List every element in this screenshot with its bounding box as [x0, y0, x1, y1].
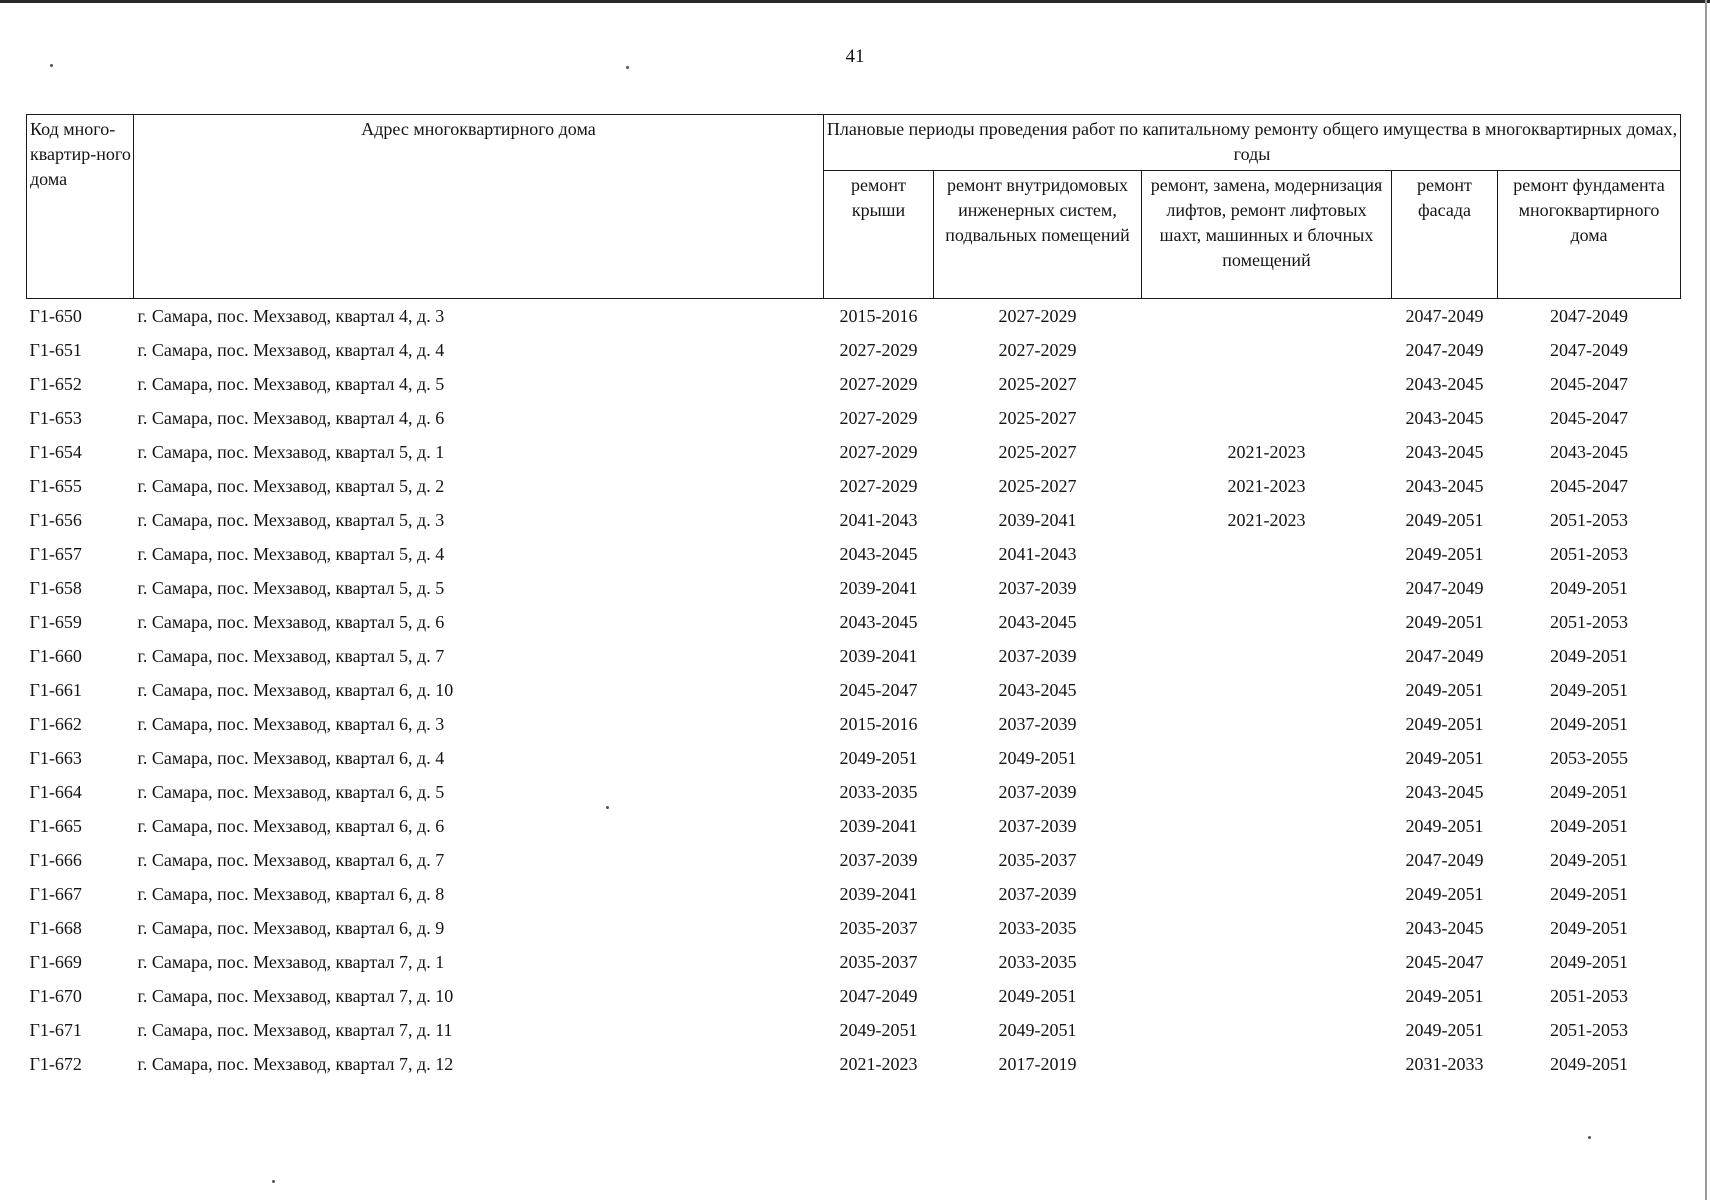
- cell-facade: 2047-2049: [1405, 646, 1484, 666]
- cell-systems: 2035-2037: [998, 850, 1077, 870]
- cell-systems: 2025-2027: [998, 442, 1077, 462]
- cell-address: г. Самара, пос. Мехзавод, квартал 4, д. 3: [137, 306, 445, 326]
- cell-roof: 2049-2051: [839, 748, 918, 768]
- cell-roof: 2047-2049: [839, 986, 918, 1006]
- cell-systems: 2027-2029: [998, 306, 1077, 326]
- cell-code: Г1-663: [29, 748, 82, 768]
- cell-address: г. Самара, пос. Мехзавод, квартал 4, д. 6: [137, 408, 445, 428]
- cell-foundation: 2053-2055: [1550, 748, 1628, 768]
- cell-code: Г1-652: [29, 374, 82, 394]
- cell-facade: 2043-2045: [1405, 918, 1484, 938]
- cell-foundation: 2047-2049: [1550, 340, 1628, 360]
- cell-roof: 2027-2029: [839, 408, 918, 428]
- cell-systems: 2033-2035: [998, 952, 1077, 972]
- table-row: [27, 911, 1681, 945]
- cell-lifts: [1142, 877, 1392, 911]
- cell-facade: 2049-2051: [1405, 612, 1484, 632]
- cell-foundation: 2049-2051: [1550, 646, 1628, 666]
- cell-facade: 2045-2047: [1405, 952, 1484, 972]
- cell-roof: 2037-2039: [839, 850, 918, 870]
- cell-lifts: [1142, 707, 1392, 741]
- cell-roof: 2027-2029: [839, 476, 918, 496]
- table-row: [27, 435, 1681, 469]
- cell-lifts: [1142, 367, 1392, 401]
- cell-lifts: [1142, 639, 1392, 673]
- cell-systems: 2049-2051: [998, 748, 1077, 768]
- table-row: [27, 877, 1681, 911]
- table-row: [27, 1047, 1681, 1081]
- cell-code: Г1-668: [29, 918, 82, 938]
- cell-roof: 2027-2029: [839, 442, 918, 462]
- cell-roof: 2039-2041: [839, 816, 918, 836]
- cell-code: Г1-661: [29, 680, 82, 700]
- cell-foundation: 2051-2053: [1550, 1020, 1628, 1040]
- table-row: [27, 367, 1681, 401]
- table-row: [27, 333, 1681, 367]
- cell-lifts: [1142, 843, 1392, 877]
- table-row: [27, 605, 1681, 639]
- cell-address: г. Самара, пос. Мехзавод, квартал 5, д. 7: [137, 646, 445, 666]
- cell-facade: 2043-2045: [1405, 782, 1484, 802]
- cell-facade: 2043-2045: [1405, 442, 1484, 462]
- right-scan-edge: [1705, 0, 1707, 1200]
- cell-lifts: 2021-2023: [1227, 510, 1306, 530]
- cell-foundation: 2051-2053: [1550, 612, 1628, 632]
- cell-foundation: 2049-2051: [1550, 714, 1628, 734]
- cell-lifts: [1142, 1047, 1392, 1081]
- scan-speck: [1588, 1136, 1591, 1139]
- cell-address: г. Самара, пос. Мехзавод, квартал 5, д. 2: [137, 476, 445, 496]
- cell-code: Г1-664: [29, 782, 82, 802]
- header-lifts: ремонт, замена, модернизация лифтов, ремонт лифтовых шахт, машинных и блочных помещений: [1142, 171, 1392, 299]
- cell-address: г. Самара, пос. Мехзавод, квартал 7, д. 11: [137, 1020, 453, 1040]
- cell-systems: 2017-2019: [998, 1054, 1077, 1074]
- cell-facade: 2049-2051: [1405, 1020, 1484, 1040]
- cell-roof: 2049-2051: [839, 1020, 918, 1040]
- header-address: Адрес многоквартирного дома: [134, 115, 824, 299]
- cell-systems: 2037-2039: [998, 578, 1077, 598]
- cell-code: Г1-667: [29, 884, 82, 904]
- cell-systems: 2025-2027: [998, 408, 1077, 428]
- cell-lifts: [1142, 299, 1392, 334]
- cell-lifts: [1142, 673, 1392, 707]
- cell-address: г. Самара, пос. Мехзавод, квартал 6, д. 9: [137, 918, 445, 938]
- cell-systems: 2025-2027: [998, 476, 1077, 496]
- cell-foundation: 2049-2051: [1550, 952, 1628, 972]
- cell-lifts: [1142, 945, 1392, 979]
- cell-roof: 2039-2041: [839, 578, 918, 598]
- table-row: [27, 469, 1681, 503]
- cell-facade: 2049-2051: [1405, 748, 1484, 768]
- cell-lifts: [1142, 809, 1392, 843]
- cell-address: г. Самара, пос. Мехзавод, квартал 6, д. 5: [137, 782, 445, 802]
- cell-address: г. Самара, пос. Мехзавод, квартал 5, д. 4: [137, 544, 445, 564]
- table-body: [27, 299, 1681, 1082]
- cell-code: Г1-669: [29, 952, 82, 972]
- cell-systems: 2037-2039: [998, 714, 1077, 734]
- cell-systems: 2025-2027: [998, 374, 1077, 394]
- table-row: [27, 707, 1681, 741]
- header-periods: Плановые периоды проведения работ по капитальному ремонту общего имущества в многоквартирных домах, годы: [824, 115, 1681, 171]
- cell-foundation: 2047-2049: [1550, 306, 1628, 326]
- cell-systems: 2033-2035: [998, 918, 1077, 938]
- header-systems: ремонт внутридомовых инженерных систем, подвальных помещений: [934, 171, 1142, 299]
- table-row: [27, 299, 1681, 334]
- cell-facade: 2049-2051: [1405, 510, 1484, 530]
- cell-address: г. Самара, пос. Мехзавод, квартал 5, д. 3: [137, 510, 445, 530]
- cell-systems: 2037-2039: [998, 884, 1077, 904]
- cell-address: г. Самара, пос. Мехзавод, квартал 6, д. 4: [137, 748, 445, 768]
- cell-lifts: [1142, 979, 1392, 1013]
- cell-foundation: 2051-2053: [1550, 544, 1628, 564]
- cell-foundation: 2051-2053: [1550, 510, 1628, 530]
- cell-code: Г1-651: [29, 340, 82, 360]
- cell-address: г. Самара, пос. Мехзавод, квартал 6, д. 10: [137, 680, 454, 700]
- table-row: [27, 571, 1681, 605]
- cell-foundation: 2049-2051: [1550, 816, 1628, 836]
- cell-systems: 2037-2039: [998, 646, 1077, 666]
- cell-lifts: 2021-2023: [1227, 442, 1306, 462]
- cell-code: Г1-666: [29, 850, 82, 870]
- cell-systems: 2041-2043: [998, 544, 1077, 564]
- top-border-line: [0, 0, 1710, 3]
- cell-facade: 2031-2033: [1405, 1054, 1484, 1074]
- cell-foundation: 2043-2045: [1550, 442, 1628, 462]
- table-row: [27, 503, 1681, 537]
- cell-address: г. Самара, пос. Мехзавод, квартал 6, д. 3: [137, 714, 445, 734]
- table-row: [27, 741, 1681, 775]
- cell-code: Г1-671: [29, 1020, 82, 1040]
- table-row: [27, 639, 1681, 673]
- scan-speck: [272, 1180, 275, 1183]
- cell-facade: 2047-2049: [1405, 850, 1484, 870]
- cell-facade: 2049-2051: [1405, 714, 1484, 734]
- cell-roof: 2027-2029: [839, 340, 918, 360]
- cell-facade: 2049-2051: [1405, 986, 1484, 1006]
- cell-roof: 2035-2037: [839, 952, 918, 972]
- cell-roof: 2021-2023: [839, 1054, 918, 1074]
- cell-foundation: 2049-2051: [1550, 884, 1628, 904]
- cell-roof: 2033-2035: [839, 782, 918, 802]
- cell-foundation: 2051-2053: [1550, 986, 1628, 1006]
- table-row: [27, 843, 1681, 877]
- cell-code: Г1-672: [29, 1054, 82, 1074]
- cell-address: г. Самара, пос. Мехзавод, квартал 4, д. 5: [137, 374, 445, 394]
- table-row: [27, 537, 1681, 571]
- cell-code: Г1-650: [29, 306, 82, 326]
- cell-code: Г1-670: [29, 986, 82, 1006]
- cell-systems: 2037-2039: [998, 816, 1077, 836]
- cell-code: Г1-665: [29, 816, 82, 836]
- cell-facade: 2049-2051: [1405, 884, 1484, 904]
- cell-facade: 2049-2051: [1405, 816, 1484, 836]
- cell-foundation: 2045-2047: [1550, 374, 1628, 394]
- cell-address: г. Самара, пос. Мехзавод, квартал 7, д. 12: [137, 1054, 454, 1074]
- cell-address: г. Самара, пос. Мехзавод, квартал 4, д. 4: [137, 340, 445, 360]
- cell-foundation: 2049-2051: [1550, 578, 1628, 598]
- cell-facade: 2049-2051: [1405, 544, 1484, 564]
- cell-systems: 2049-2051: [998, 986, 1077, 1006]
- cell-roof: 2045-2047: [839, 680, 918, 700]
- table-row: [27, 979, 1681, 1013]
- header-code: Код много-квартир-ного дома: [27, 115, 134, 299]
- cell-lifts: [1142, 911, 1392, 945]
- cell-address: г. Самара, пос. Мехзавод, квартал 6, д. 7: [137, 850, 445, 870]
- cell-address: г. Самара, пос. Мехзавод, квартал 7, д. 1: [137, 952, 445, 972]
- cell-lifts: [1142, 401, 1392, 435]
- cell-lifts: [1142, 537, 1392, 571]
- cell-lifts: 2021-2023: [1227, 476, 1306, 496]
- capital-repair-table: [26, 114, 1681, 1081]
- cell-facade: 2047-2049: [1405, 340, 1484, 360]
- cell-address: г. Самара, пос. Мехзавод, квартал 5, д. 6: [137, 612, 445, 632]
- cell-lifts: [1142, 605, 1392, 639]
- cell-code: Г1-659: [29, 612, 82, 632]
- header-facade: ремонт фасада: [1392, 171, 1498, 299]
- cell-facade: 2043-2045: [1405, 408, 1484, 428]
- cell-systems: 2027-2029: [998, 340, 1077, 360]
- cell-code: Г1-662: [29, 714, 82, 734]
- cell-systems: 2037-2039: [998, 782, 1077, 802]
- header-roof: ремонт крыши: [824, 171, 934, 299]
- cell-lifts: [1142, 333, 1392, 367]
- cell-lifts: [1142, 775, 1392, 809]
- table-row: [27, 945, 1681, 979]
- cell-code: Г1-653: [29, 408, 82, 428]
- table-row: [27, 673, 1681, 707]
- cell-lifts: [1142, 741, 1392, 775]
- table-row: [27, 809, 1681, 843]
- cell-facade: 2047-2049: [1405, 578, 1484, 598]
- cell-roof: 2035-2037: [839, 918, 918, 938]
- cell-systems: 2049-2051: [998, 1020, 1077, 1040]
- page-number: 41: [845, 46, 865, 67]
- cell-systems: 2039-2041: [998, 510, 1077, 530]
- cell-roof: 2015-2016: [839, 306, 918, 326]
- cell-foundation: 2049-2051: [1550, 918, 1628, 938]
- cell-foundation: 2049-2051: [1550, 1054, 1628, 1074]
- cell-systems: 2043-2045: [998, 612, 1077, 632]
- cell-foundation: 2049-2051: [1550, 782, 1628, 802]
- cell-facade: 2049-2051: [1405, 680, 1484, 700]
- cell-lifts: [1142, 571, 1392, 605]
- cell-roof: 2043-2045: [839, 612, 918, 632]
- table-row: [27, 1013, 1681, 1047]
- cell-roof: 2043-2045: [839, 544, 918, 564]
- cell-code: Г1-660: [29, 646, 82, 666]
- header-foundation: ремонт фундамента многоквартирного дома: [1498, 171, 1681, 299]
- cell-systems: 2043-2045: [998, 680, 1077, 700]
- cell-roof: 2027-2029: [839, 374, 918, 394]
- cell-lifts: [1142, 1013, 1392, 1047]
- table-row: [27, 401, 1681, 435]
- cell-roof: 2039-2041: [839, 646, 918, 666]
- cell-roof: 2015-2016: [839, 714, 918, 734]
- cell-foundation: 2045-2047: [1550, 476, 1628, 496]
- cell-address: г. Самара, пос. Мехзавод, квартал 7, д. 10: [137, 986, 454, 1006]
- cell-address: г. Самара, пос. Мехзавод, квартал 6, д. 8: [137, 884, 445, 904]
- cell-roof: 2041-2043: [839, 510, 918, 530]
- cell-foundation: 2049-2051: [1550, 850, 1628, 870]
- cell-address: г. Самара, пос. Мехзавод, квартал 6, д. 6: [137, 816, 445, 836]
- cell-code: Г1-655: [29, 476, 82, 496]
- cell-address: г. Самара, пос. Мехзавод, квартал 5, д. 5: [137, 578, 445, 598]
- cell-address: г. Самара, пос. Мехзавод, квартал 5, д. 1: [137, 442, 445, 462]
- cell-code: Г1-654: [29, 442, 82, 462]
- cell-facade: 2047-2049: [1405, 306, 1484, 326]
- cell-foundation: 2045-2047: [1550, 408, 1628, 428]
- cell-facade: 2043-2045: [1405, 374, 1484, 394]
- cell-facade: 2043-2045: [1405, 476, 1484, 496]
- cell-roof: 2039-2041: [839, 884, 918, 904]
- cell-code: Г1-657: [29, 544, 82, 564]
- cell-code: Г1-658: [29, 578, 82, 598]
- cell-code: Г1-656: [29, 510, 82, 530]
- table-row: [27, 775, 1681, 809]
- cell-foundation: 2049-2051: [1550, 680, 1628, 700]
